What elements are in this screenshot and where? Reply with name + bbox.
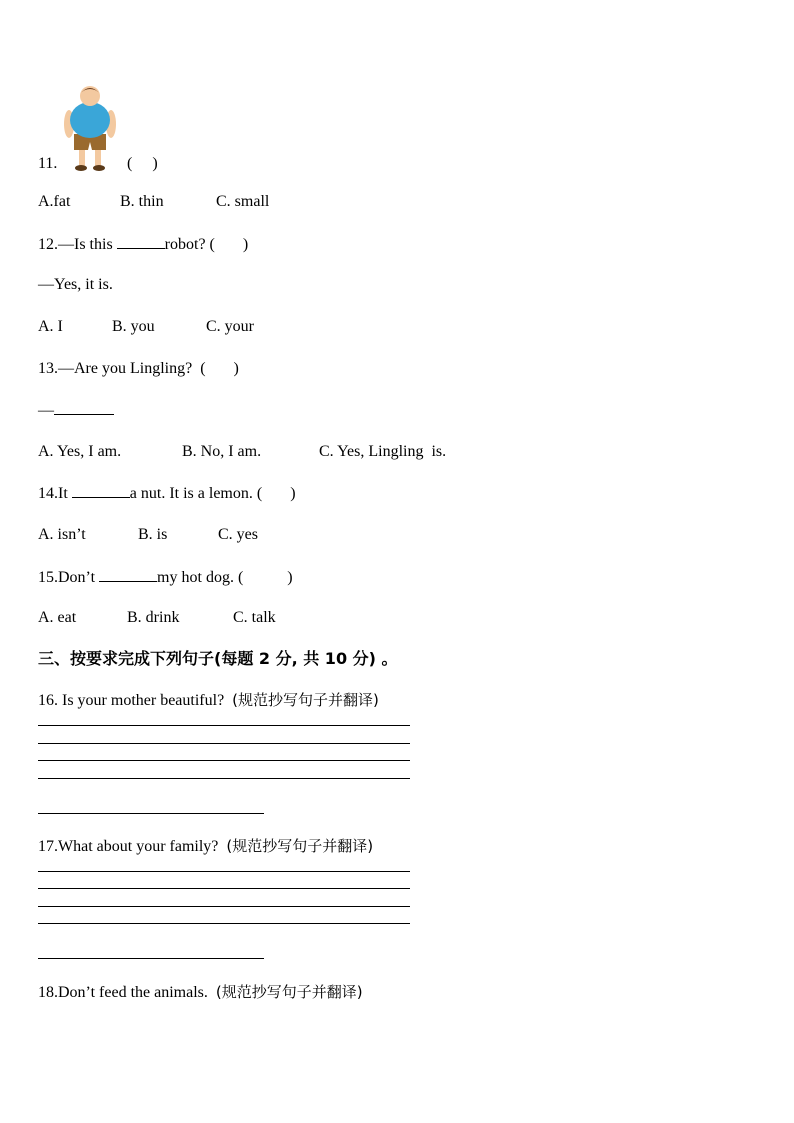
q17-stem-text: 17.What about your family? — [38, 838, 227, 855]
q16-instruction: (规范抄写句子并翻译) — [232, 691, 379, 709]
q13-option-c: C. Yes, Lingling is. — [319, 443, 447, 460]
q16-answer-line-2 — [38, 743, 410, 744]
q14-stem — [38, 483, 296, 504]
q15-stem-suffix: my hot dog. ( ) — [157, 569, 293, 586]
q16-answer-line-4 — [38, 778, 410, 779]
q16-answer-line-3 — [38, 760, 410, 761]
q18-stem — [38, 982, 363, 1003]
q12-stem-suffix: robot? ( ) — [164, 236, 249, 253]
q15-blank — [99, 567, 157, 582]
q17-instruction: (规范抄写句子并翻译) — [226, 837, 374, 855]
fat-boy-illustration — [62, 84, 118, 172]
q17-answer-line-2 — [38, 888, 410, 889]
q11-option-a: A.fat — [38, 193, 71, 210]
q13-stem: 13.—Are you Lingling? ( ) — [38, 360, 239, 377]
q16-translation-line — [38, 813, 264, 814]
q11-answer-paren: ( ) — [127, 155, 158, 172]
q14-stem-prefix: 14.It — [38, 485, 72, 502]
q16-answer-line-1 — [38, 725, 410, 726]
section-3-heading: 三、按要求完成下列句子(每题 2 分, 共 10 分) 。 — [38, 649, 398, 668]
q12-stem-prefix: 12.—Is this — [38, 236, 117, 253]
q13-option-b: B. No, I am. — [182, 443, 262, 460]
q15-option-c: C. talk — [233, 609, 276, 626]
q14-option-b: B. is — [138, 526, 168, 543]
q11-option-c: C. small — [216, 193, 270, 210]
q15-option-b: B. drink — [127, 609, 180, 626]
q17-answer-line-3 — [38, 906, 410, 907]
q13-blank — [54, 400, 114, 415]
q12-blank — [117, 234, 165, 249]
q12-option-c: C. your — [206, 318, 254, 335]
q14-option-a: A. isn’t — [38, 526, 86, 543]
q15-stem — [38, 567, 293, 588]
q17-answer-line-4 — [38, 923, 410, 924]
q14-stem-suffix: a nut. It is a lemon. ( ) — [129, 485, 296, 502]
q17-answer-line-1 — [38, 871, 410, 872]
q11-option-b: B. thin — [120, 193, 164, 210]
q17-stem — [38, 836, 373, 857]
q13-answer-line — [38, 400, 114, 421]
q18-stem-text: 18.Don’t feed the animals. — [38, 984, 216, 1001]
q14-blank — [72, 483, 130, 498]
q11-number: 11. — [38, 155, 58, 172]
q12-option-b: B. you — [112, 318, 155, 335]
q15-option-a: A. eat — [38, 609, 77, 626]
q12-answer-line: —Yes, it is. — [38, 276, 113, 293]
q15-stem-prefix: 15.Don’t — [38, 569, 100, 586]
q12-option-a: A. I — [38, 318, 63, 335]
q16-stem — [38, 690, 379, 711]
q17-translation-line — [38, 958, 264, 959]
q13-answer-dash: — — [38, 402, 54, 419]
q14-option-c: C. yes — [218, 526, 258, 543]
q16-stem-text: 16. Is your mother beautiful? — [38, 692, 233, 709]
q13-option-a: A. Yes, I am. — [38, 443, 122, 460]
q12-stem — [38, 234, 248, 255]
q18-instruction: (规范抄写句子并翻译) — [215, 983, 363, 1001]
